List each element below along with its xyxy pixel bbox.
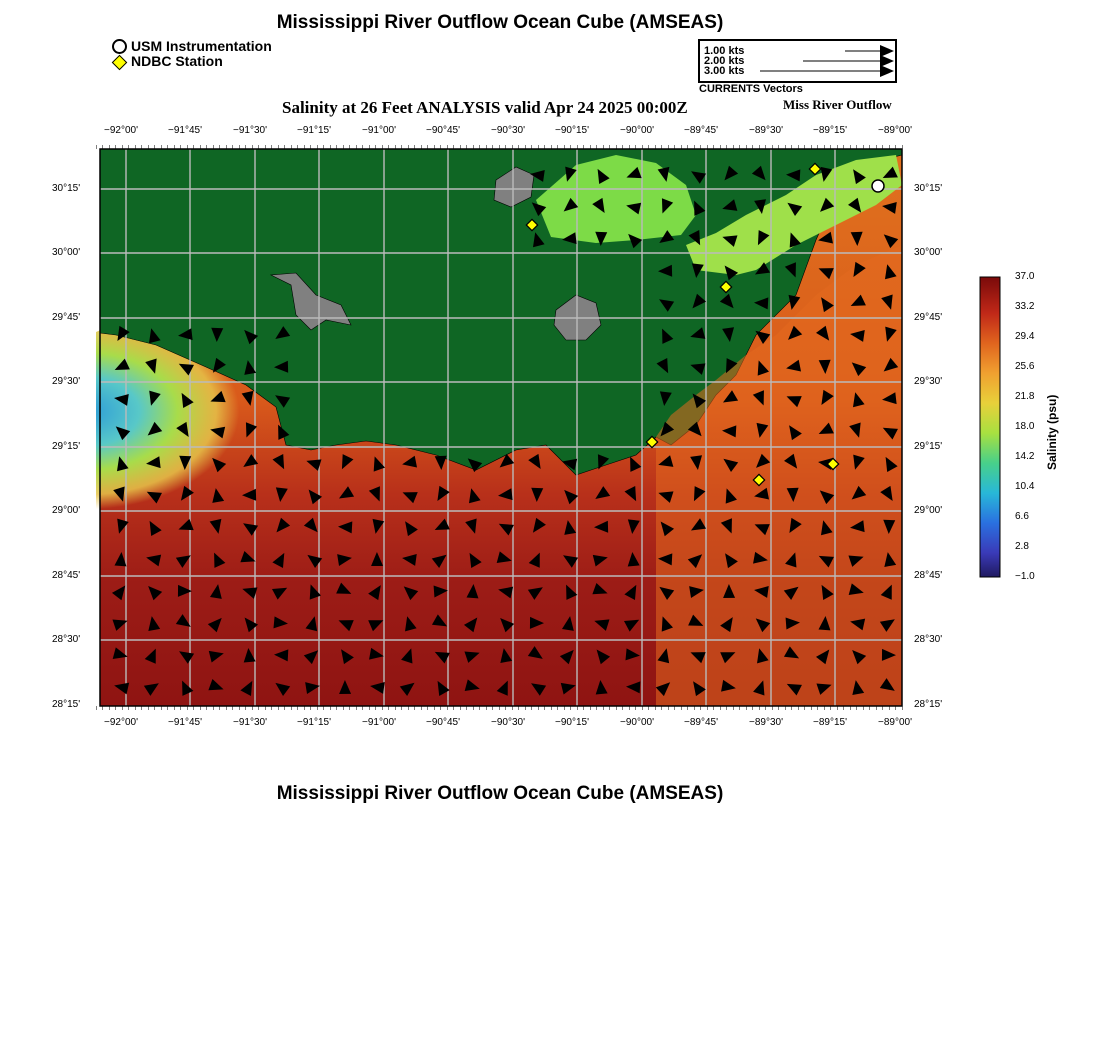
vector-key-arrows [700,41,895,81]
lon-tick-label: −89°00' [878,125,912,136]
lon-tick-label: −91°30' [233,125,267,136]
lon-tick-label: −91°00' [362,717,396,728]
lat-tick-label: 30°00' [52,247,81,258]
colorbar-tick-label: 14.2 [1015,451,1035,462]
vector-key-row-2: 2.00 kts [704,55,745,67]
salinity-map [96,145,906,710]
diamond-icon [112,54,128,70]
lat-tick-label: 29°30' [914,376,943,387]
lon-tick-label: −90°15' [555,717,589,728]
lat-tick-label: 30°00' [914,247,943,258]
lon-tick-label: −90°15' [555,125,589,136]
lon-tick-label: −91°00' [362,125,396,136]
legend-usm-label: USM Instrumentation [131,38,272,54]
lon-tick-label: −91°30' [233,717,267,728]
lon-tick-label: −90°00' [620,125,654,136]
legend-ndbc [112,53,223,69]
lon-tick-label: −91°45' [168,717,202,728]
map-title: Mississippi River Outflow Ocean Cube (AMSEAS) [276,12,724,33]
lat-tick-label: 28°15' [52,699,81,710]
colorbar-tick-label: 37.0 [1015,271,1035,282]
lat-tick-label: 29°00' [52,505,81,516]
legend-ndbc-label: NDBC Station [131,53,223,69]
vector-key [698,39,897,83]
lon-tick-label: −92°00' [104,125,138,136]
lat-tick-label: 30°15' [914,183,943,194]
lon-tick-label: −89°45' [684,125,718,136]
lon-tick-label: −89°45' [684,717,718,728]
colorbar-tick-label: 10.4 [1015,481,1035,492]
vector-key-caption: CURRENTS Vectors [699,83,803,95]
lon-tick-label: −89°00' [878,717,912,728]
vector-key-row-3: 3.00 kts [704,65,745,77]
plot-subtitle: Salinity at 26 Feet ANALYSIS valid Apr 24 2025 00:00Z [282,98,688,117]
lat-tick-label: 29°15' [52,441,81,452]
circle-icon [112,39,127,54]
colorbar-tick-label: −1.0 [1015,571,1035,582]
lat-tick-label: 28°30' [52,634,81,645]
lat-tick-label: 29°45' [52,312,81,323]
colorbar-tick-label: 25.6 [1015,361,1035,372]
lat-tick-label: 29°15' [914,441,943,452]
lon-tick-label: −90°30' [491,125,525,136]
colorbar-tick-label: 21.8 [1015,391,1035,402]
lat-tick-label: 28°15' [914,699,943,710]
vector-key-row-1: 1.00 kts [704,45,745,57]
lon-tick-label: −91°15' [297,125,331,136]
lon-tick-label: −90°30' [491,717,525,728]
lon-tick-label: −89°30' [749,125,783,136]
legend-usm [112,38,272,54]
lat-tick-label: 28°45' [52,570,81,581]
second-panel-title: Mississippi River Outflow Ocean Cube (AMSEAS) [276,783,724,804]
lon-tick-label: −91°45' [168,125,202,136]
lat-tick-label: 29°45' [914,312,943,323]
colorbar-tick-label: 6.6 [1015,511,1029,522]
lat-tick-label: 29°30' [52,376,81,387]
lon-tick-label: −92°00' [104,717,138,728]
colorbar-tick-label: 18.0 [1015,421,1035,432]
lat-tick-label: 28°45' [914,570,943,581]
lon-tick-label: −91°15' [297,717,331,728]
colorbar-tick-label: 2.8 [1015,541,1029,552]
lon-tick-label: −90°45' [426,717,460,728]
lon-tick-label: −90°45' [426,125,460,136]
outflow-label: Miss River Outflow [783,97,892,112]
lon-tick-label: −90°00' [620,717,654,728]
lon-tick-label: −89°15' [813,717,847,728]
lon-tick-label: −89°15' [813,125,847,136]
colorbar-tick-label: 29.4 [1015,331,1035,342]
colorbar-tick-label: 33.2 [1015,301,1035,312]
lat-tick-label: 29°00' [914,505,943,516]
lat-tick-label: 28°30' [914,634,943,645]
salinity-colorbar [978,275,1004,580]
lon-tick-label: −89°30' [749,717,783,728]
usm-instrument-marker [872,180,884,192]
colorbar-title: Salinity (psu) [1045,394,1059,470]
lat-tick-label: 30°15' [52,183,81,194]
